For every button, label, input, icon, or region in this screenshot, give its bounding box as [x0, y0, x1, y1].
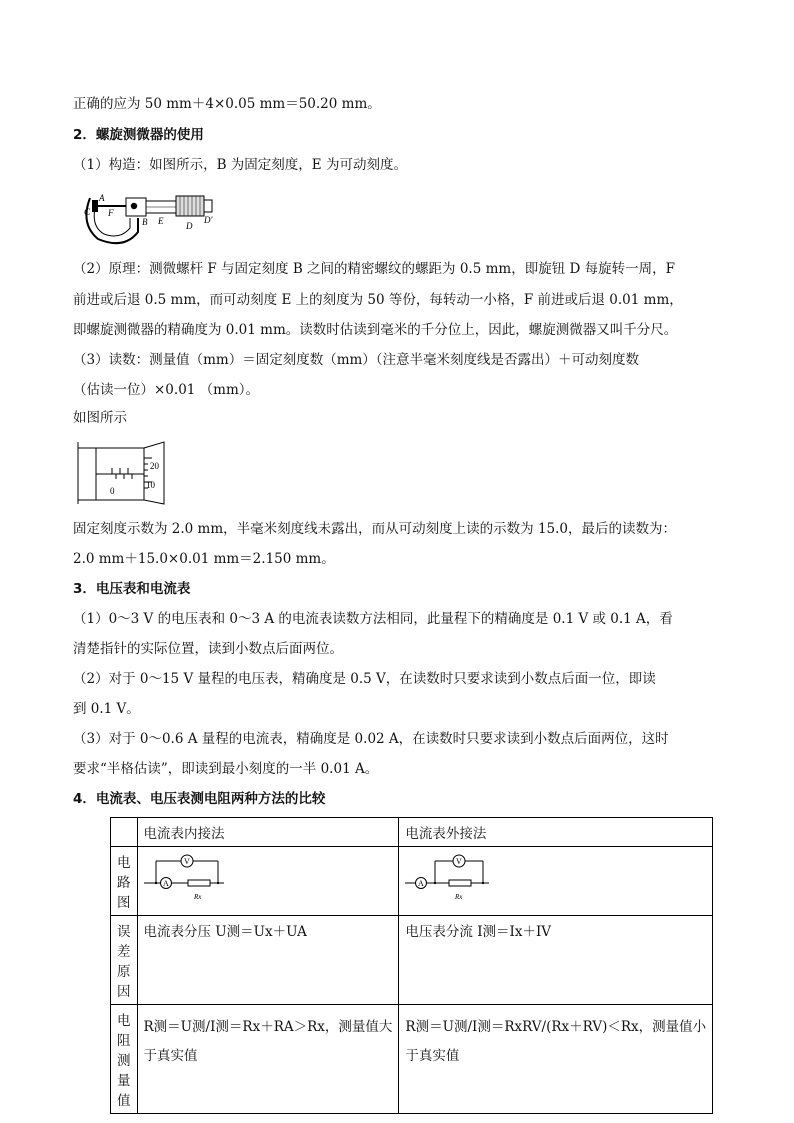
meter-p1-line-1: （1）0～3 V 的电压表和 0～3 A 的电流表读数方法相同，此量程下的精确度是 0.1 V 或 0.1 A，看	[73, 611, 673, 627]
meter-p2-line-1: （2）对于 0～15 V 量程的电压表，精确度是 0.5 V，在读数时只要求读到小数点后面一位，即读	[73, 671, 656, 687]
ammeter-symbol: A	[162, 879, 169, 888]
example-line-1: 固定刻度示数为 2.0 mm，半毫米刻度线未露出，而从可动刻度上读的示数为 15.0，最后的读数为：	[73, 521, 677, 537]
header-inner-cell: 电流表内接法	[137, 818, 399, 847]
principle-line-2: 前进或后退 0.5 mm，而可动刻度 E 上的刻度为 50 等份，每转动一小格，F 前进或后退 0.01 mm，	[73, 292, 683, 308]
reading-line-2: （估读一位）×0.01 （mm）。	[73, 382, 260, 398]
circuit-inner-cell	[137, 847, 399, 916]
meter-p3-line-2: 要求“半格估读”，即读到最小刻度的一半 0.01 A。	[73, 761, 379, 777]
ammeter-symbol: A	[418, 879, 425, 888]
label-f: F	[108, 208, 114, 218]
row-label-value: 电阻测量值	[111, 1005, 138, 1114]
scale-figure	[76, 438, 176, 508]
section4-title: 4．电流表、电压表测电阻两种方法的比较	[73, 791, 326, 807]
voltmeter-symbol: V	[183, 857, 190, 866]
reading-line-1: （3）读数：测量值（mm）＝固定刻度数（mm）（注意半毫米刻度线是否露出）＋可动刻度数	[73, 352, 640, 368]
principle-line-3: 即螺旋测微器的精确度为 0.01 mm。读数时估读到毫米的千分位上，因此，螺旋测微器又叫千分尺。	[73, 322, 678, 338]
scale-label-0: 0	[110, 486, 115, 496]
intro-line: 正确的应为 50 mm＋4×0.05 mm＝50.20 mm。	[73, 96, 381, 112]
meter-p2-line-2: 到 0.1 V。	[73, 701, 140, 717]
row-label-circuit: 电路图	[111, 847, 138, 916]
label-d: D	[186, 221, 193, 231]
table-row	[111, 1005, 713, 1114]
construct-text: （1）构造：如图所示，B 为固定刻度，E 为可动刻度。	[73, 157, 407, 173]
label-b: B	[142, 217, 148, 227]
value-outer-line-2: 于真实值	[405, 1048, 460, 1064]
voltmeter-symbol: V	[456, 857, 463, 866]
outer-circuit-diagram	[405, 853, 495, 907]
value-inner-cell	[137, 1005, 399, 1114]
error-outer-cell: 电压表分流 I测＝Ix＋IV	[399, 916, 713, 1005]
table-row	[111, 847, 713, 916]
row-label-error: 误差原因	[111, 916, 138, 1005]
section2-title: 2．螺旋测微器的使用	[73, 127, 204, 143]
table-header-row	[111, 818, 713, 847]
as-shown-label: 如图所示	[73, 410, 127, 426]
value-outer-line-1: R测＝U测/I测＝RxRV/(Rx＋RV)＜Rx，测量值小	[405, 1019, 707, 1035]
scale-label-20: 20	[150, 461, 159, 471]
label-c: C	[84, 207, 91, 217]
table-row	[111, 916, 713, 1005]
label-a: A	[99, 193, 105, 203]
value-inner-line-1: R测＝U测/I测＝Rx＋RA＞Rx，测量值大	[143, 1019, 393, 1035]
label-e: E	[158, 216, 164, 226]
circuit-outer-cell	[399, 847, 713, 916]
meter-p3-line-1: （3）对于 0～0.6 A 量程的电流表，精确度是 0.02 A，在读数时只要求读到小数点后面两位，这时	[73, 731, 669, 747]
meter-p1-line-2: 清楚指针的实际位置，读到小数点后面两位。	[73, 641, 343, 657]
header-empty-cell	[111, 818, 138, 847]
resistor-label: Rx	[455, 893, 463, 901]
header-outer-cell: 电流表外接法	[399, 818, 713, 847]
label-d-prime: D′	[204, 215, 213, 225]
principle-line-1: （2）原理：测微螺杆 F 与固定刻度 B 之间的精密螺纹的螺距为 0.5 mm，即旋钮 D 每旋转一周，F	[73, 261, 675, 277]
section3-title: 3．电压表和电流表	[73, 581, 191, 597]
comparison-table	[110, 817, 713, 1114]
value-inner-line-2: 于真实值	[143, 1048, 198, 1064]
example-line-2: 2.0 mm＋15.0×0.01 mm＝2.150 mm。	[73, 551, 335, 567]
resistor-label: Rx	[193, 893, 201, 901]
scale-label-10: 10	[146, 480, 155, 490]
inner-circuit-diagram	[144, 853, 234, 907]
value-outer-cell	[399, 1005, 713, 1114]
error-inner-cell: 电流表分压 U测＝Ux＋UA	[137, 916, 399, 1005]
micrometer-figure	[76, 184, 226, 250]
